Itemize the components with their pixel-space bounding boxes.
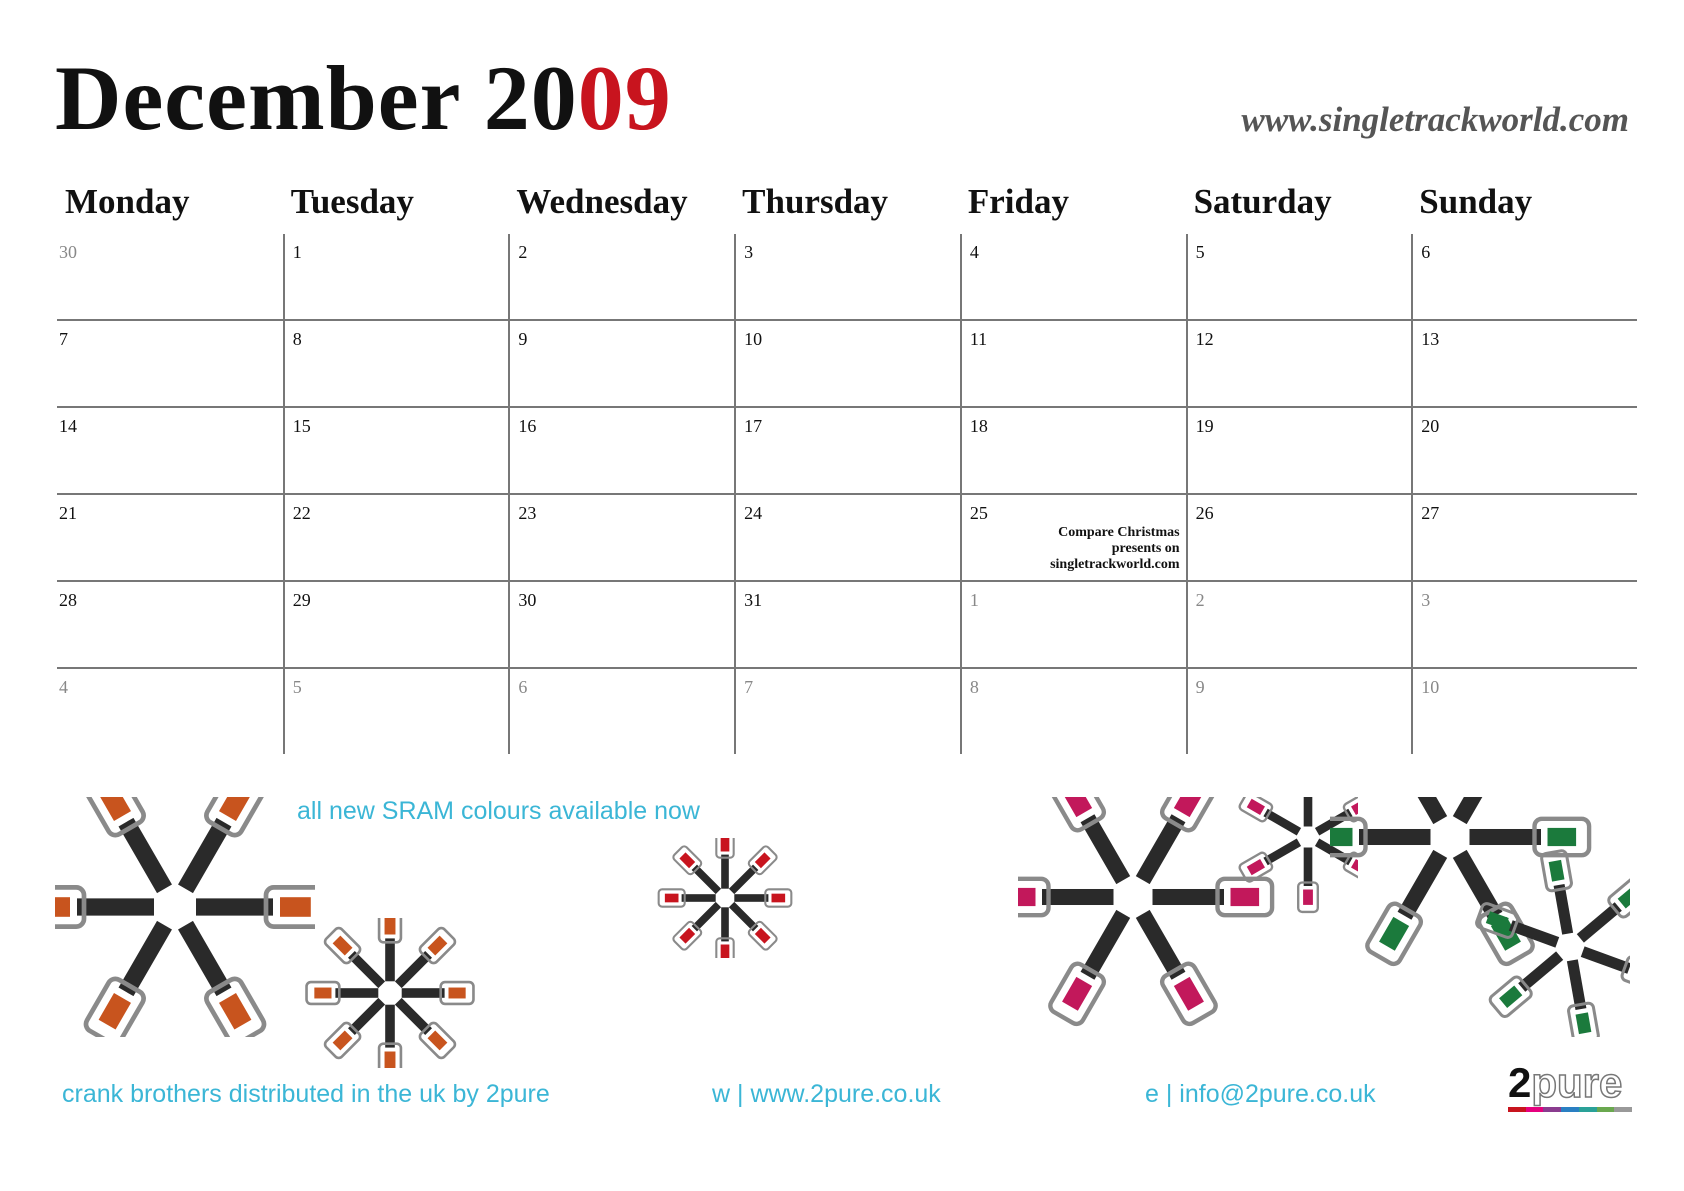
page-title <box>55 47 672 149</box>
day-cell[interactable] <box>508 495 734 580</box>
day-cell[interactable] <box>734 321 960 406</box>
footer-web-link[interactable]: w | www.2pure.co.uk <box>712 1080 941 1108</box>
day-cell-other-month[interactable] <box>734 669 960 754</box>
pedal-shape <box>83 797 181 899</box>
day-cell[interactable] <box>283 321 509 406</box>
day-header-tuesday: Tuesday <box>290 182 414 221</box>
day-number: 1 <box>969 590 979 610</box>
day-cell[interactable] <box>1186 495 1412 580</box>
pedal-shape <box>1578 940 1630 992</box>
day-cell-other-month[interactable] <box>508 669 734 754</box>
day-cell[interactable] <box>960 408 1186 493</box>
pedal-shape <box>1470 819 1590 855</box>
2pure-logo <box>1508 1059 1632 1110</box>
week-row <box>57 495 1637 582</box>
day-number: 21 <box>59 503 77 523</box>
pedal-shape <box>55 887 154 926</box>
pedal-shape <box>734 889 791 906</box>
pedal-shape <box>169 915 267 1037</box>
day-cell[interactable] <box>57 582 283 667</box>
day-cell[interactable] <box>960 234 1186 319</box>
day-number: 30 <box>59 242 77 262</box>
event-note-line: Compare Christmas <box>1058 525 1180 540</box>
day-cell-other-month[interactable] <box>1186 582 1412 667</box>
day-cell[interactable] <box>1411 321 1637 406</box>
day-number: 28 <box>59 590 77 610</box>
pedal-shape <box>1560 958 1599 1037</box>
day-cell[interactable] <box>1411 495 1637 580</box>
pedal-snowflake-orange-icon <box>55 797 315 1037</box>
day-number: 29 <box>292 590 311 610</box>
pedal-shape <box>379 918 401 981</box>
day-cell-other-month[interactable] <box>57 234 283 319</box>
day-cell[interactable] <box>283 495 509 580</box>
week-row <box>57 669 1637 754</box>
pedal-shape <box>1127 797 1218 889</box>
pedal-shape <box>1048 905 1139 1027</box>
week-row <box>57 321 1637 408</box>
title-year-suffix: 09 <box>577 47 672 149</box>
day-cell[interactable] <box>283 234 509 319</box>
pedal-shape <box>1298 797 1318 827</box>
day-cell[interactable] <box>1411 408 1637 493</box>
logo-color-bar <box>1508 1107 1632 1112</box>
day-cell[interactable] <box>734 495 960 580</box>
website-link[interactable]: www.singletrackworld.com <box>1241 100 1629 139</box>
day-number: 31 <box>744 590 763 610</box>
pedal-shape <box>402 982 474 1004</box>
pedal-shape <box>1330 819 1431 855</box>
pedal-shape <box>1365 845 1456 967</box>
day-number: 3 <box>1421 590 1431 610</box>
event-note-line: singletrackworld.com <box>1050 557 1180 572</box>
day-number: 11 <box>969 329 988 349</box>
pedal-shape <box>379 1005 401 1068</box>
day-header-row <box>57 178 1637 234</box>
day-cell-other-month[interactable] <box>1411 582 1637 667</box>
day-number: 6 <box>1421 242 1431 262</box>
day-cell-other-month[interactable] <box>1186 669 1412 754</box>
day-number: 9 <box>518 329 528 349</box>
day-number: 10 <box>744 329 763 349</box>
day-cell-other-month[interactable] <box>283 669 509 754</box>
pedal-shape <box>1018 879 1114 915</box>
day-number: 9 <box>1195 677 1205 697</box>
day-cell[interactable] <box>508 582 734 667</box>
day-cell[interactable] <box>508 321 734 406</box>
day-cell-other-month[interactable] <box>57 669 283 754</box>
week-row <box>57 408 1637 495</box>
logo-bar-segment <box>1614 1107 1632 1112</box>
day-cell[interactable] <box>1186 408 1412 493</box>
logo-bar-segment <box>1508 1107 1526 1112</box>
day-number: 5 <box>1195 242 1205 262</box>
day-number: 2 <box>1195 590 1205 610</box>
day-cell[interactable] <box>960 495 1186 580</box>
pedal-snowflake-small-red-icon <box>655 838 795 958</box>
week-row <box>57 234 1637 321</box>
promo-text: all new SRAM colours available now <box>297 797 700 825</box>
day-number: 7 <box>744 677 754 697</box>
day-header-sunday: Sunday <box>1419 182 1533 221</box>
day-number: 3 <box>744 242 754 262</box>
day-cell[interactable] <box>57 408 283 493</box>
day-number: 17 <box>744 416 763 436</box>
day-cell-other-month[interactable] <box>960 582 1186 667</box>
pedal-snowflake-small-orange-icon <box>305 918 475 1068</box>
title-month: December <box>55 47 460 149</box>
day-cell[interactable] <box>283 408 509 493</box>
day-number: 7 <box>59 329 68 349</box>
day-number: 20 <box>1421 416 1440 436</box>
day-cell[interactable] <box>734 582 960 667</box>
day-number: 10 <box>1421 677 1440 697</box>
day-number: 13 <box>1421 329 1440 349</box>
logo-bar-segment <box>1526 1107 1544 1112</box>
day-cell-other-month[interactable] <box>1411 669 1637 754</box>
title-year-prefix: 20 <box>483 47 578 149</box>
day-header-thursday: Thursday <box>742 182 889 221</box>
day-cell[interactable] <box>1186 321 1412 406</box>
day-number: 26 <box>1195 503 1214 523</box>
pedal-shape <box>1572 875 1630 948</box>
day-header-monday: Monday <box>65 182 190 221</box>
day-number: 19 <box>1195 416 1214 436</box>
day-number: 18 <box>969 416 988 436</box>
pedal-shape <box>196 887 315 926</box>
day-header-friday: Friday <box>967 182 1069 221</box>
logo-part-2: 2 <box>1508 1059 1532 1106</box>
day-number: 15 <box>292 416 311 436</box>
day-cell[interactable] <box>508 408 734 493</box>
day-number: 4 <box>969 242 979 262</box>
logo-bar-segment <box>1579 1107 1597 1112</box>
day-number: 12 <box>1195 329 1214 349</box>
day-number: 24 <box>744 503 763 523</box>
day-cell[interactable] <box>734 234 960 319</box>
pedal-shape <box>169 797 267 899</box>
pedal-shape <box>1238 834 1304 883</box>
day-cell[interactable] <box>734 408 960 493</box>
pedal-shape <box>659 889 716 906</box>
week-rows <box>57 234 1637 754</box>
pedal-shape <box>83 915 181 1037</box>
logo-bar-segment <box>1597 1107 1615 1112</box>
event-note-line: presents on <box>1111 541 1180 556</box>
day-number: 22 <box>292 503 311 523</box>
day-number: 1 <box>292 242 302 262</box>
day-number: 30 <box>518 590 537 610</box>
logo-bar-segment <box>1561 1107 1579 1112</box>
day-number: 27 <box>1421 503 1440 523</box>
footer-email-link[interactable]: e | info@2pure.co.uk <box>1145 1080 1376 1108</box>
pedal-snowflake-pink-icon <box>1018 797 1358 1045</box>
pedal-shape <box>1298 848 1318 912</box>
day-number: 23 <box>518 503 537 523</box>
logo-bar-segment <box>1543 1107 1561 1112</box>
pedal-shape <box>1365 797 1456 829</box>
pedal-shape <box>307 982 379 1004</box>
day-cell[interactable] <box>57 495 283 580</box>
pedal-snowflake-green-icon <box>1330 797 1630 1037</box>
day-cell[interactable] <box>960 321 1186 406</box>
pedal-shape <box>1444 797 1535 829</box>
pedal-shape <box>1153 879 1273 915</box>
day-number: 6 <box>518 677 528 697</box>
footer-distributor: crank brothers distributed in the uk by 2pure <box>62 1080 550 1108</box>
pedal-shape <box>1238 797 1304 840</box>
day-cell[interactable] <box>283 582 509 667</box>
day-cell[interactable] <box>1186 234 1412 319</box>
day-cell[interactable] <box>57 321 283 406</box>
day-number: 8 <box>969 677 979 697</box>
pedal-shape <box>716 907 733 958</box>
day-header-saturday: Saturday <box>1193 182 1332 221</box>
day-cell[interactable] <box>508 234 734 319</box>
pedal-shape <box>1127 905 1218 1027</box>
day-event-note <box>1050 525 1179 573</box>
day-cell[interactable] <box>1411 234 1637 319</box>
day-number: 2 <box>518 242 528 262</box>
day-number: 4 <box>59 677 68 697</box>
day-number: 25 <box>969 503 988 523</box>
calendar-grid <box>57 178 1637 754</box>
pedal-shape <box>1541 850 1580 936</box>
pedal-shape <box>1048 797 1139 889</box>
day-number: 5 <box>292 677 302 697</box>
day-number: 16 <box>518 416 537 436</box>
logo-part-pure: pure <box>1531 1059 1623 1106</box>
day-number: 14 <box>59 416 77 436</box>
day-header-wednesday: Wednesday <box>516 182 688 221</box>
pedal-shape <box>716 838 733 889</box>
day-cell-other-month[interactable] <box>960 669 1186 754</box>
day-number: 8 <box>292 329 302 349</box>
week-row <box>57 582 1637 669</box>
